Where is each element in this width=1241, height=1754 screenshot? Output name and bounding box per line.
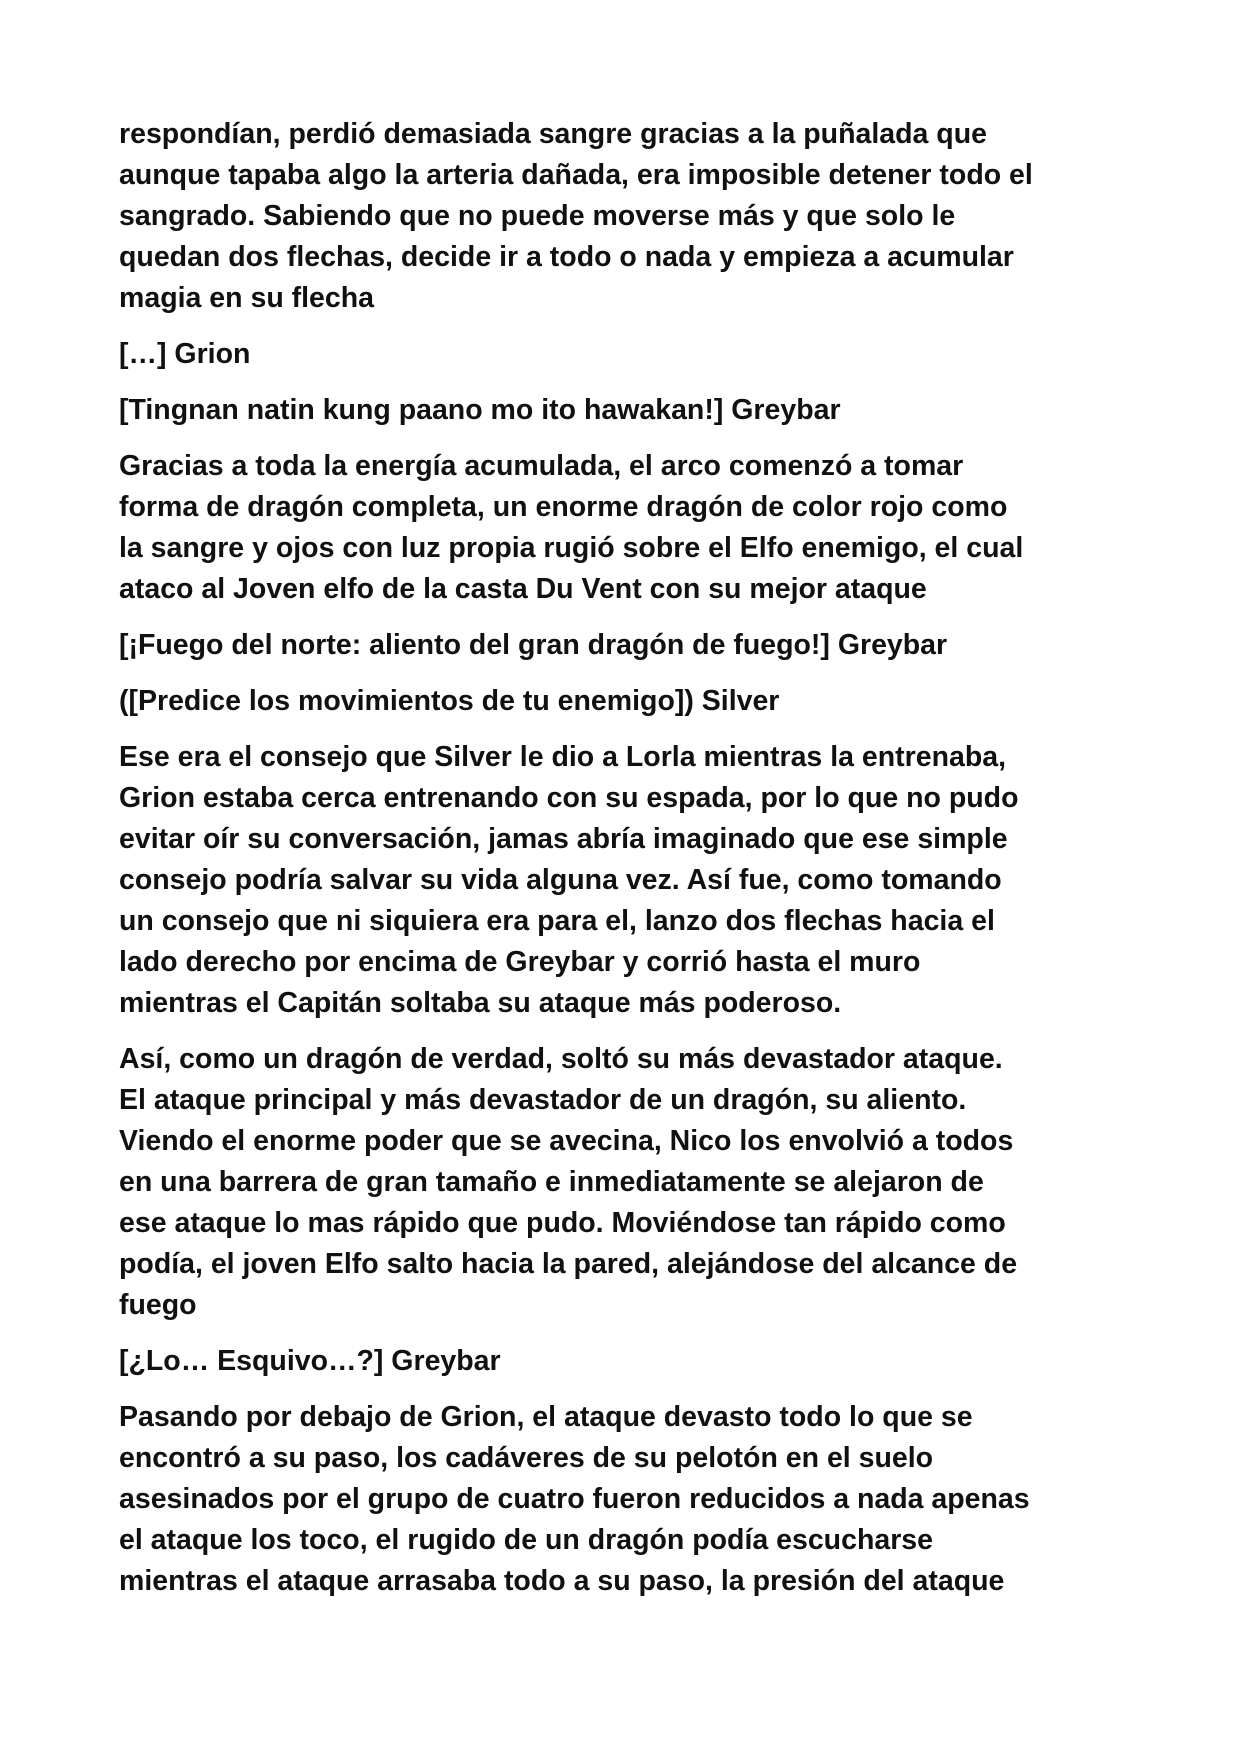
text-line: Grion estaba cerca entrenando con su espada, por lo que no pudo <box>119 782 1019 814</box>
text-line: forma de dragón completa, un enorme dragón de color rojo como <box>119 491 1008 523</box>
dialogue-line <box>119 681 1129 722</box>
text-line: podía, el joven Elfo salto hacia la pared, alejándose del alcance de <box>119 1248 1018 1280</box>
document-page <box>119 114 1129 1617</box>
text-line: aunque tapaba algo la arteria dañada, era imposible detener todo el <box>119 159 1033 191</box>
paragraph <box>119 1397 1129 1602</box>
paragraph <box>119 737 1129 1024</box>
text-line: en una barrera de gran tamaño e inmediatamente se alejaron de <box>119 1166 984 1198</box>
paragraph <box>119 114 1129 319</box>
text-line: sangrado. Sabiendo que no puede moverse más y que solo le <box>119 200 956 232</box>
paragraph <box>119 1039 1129 1326</box>
text-line: la sangre y ojos con luz propia rugió sobre el Elfo enemigo, el cual <box>119 532 1024 564</box>
dialogue-line <box>119 334 1129 375</box>
text-line: [Tingnan natin kung paano mo ito hawakan!] Greybar <box>119 394 841 426</box>
text-line: Viendo el enorme poder que se avecina, Nico los envolvió a todos <box>119 1125 1014 1157</box>
text-line: mientras el ataque arrasaba todo a su paso, la presión del ataque <box>119 1565 1005 1597</box>
text-line: respondían, perdió demasiada sangre gracias a la puñalada que <box>119 118 987 150</box>
text-line: asesinados por el grupo de cuatro fueron reducidos a nada apenas <box>119 1483 1030 1515</box>
text-line: ([Predice los movimientos de tu enemigo]) Silver <box>119 685 780 717</box>
dialogue-line <box>119 390 1129 431</box>
text-line: encontró a su paso, los cadáveres de su pelotón en el suelo <box>119 1442 934 1474</box>
text-line: Así, como un dragón de verdad, soltó su más devastador ataque. <box>119 1043 1003 1075</box>
text-line: […] Grion <box>119 338 251 370</box>
text-line: Gracias a toda la energía acumulada, el arco comenzó a tomar <box>119 450 964 482</box>
dialogue-line <box>119 1341 1129 1382</box>
text-line: un consejo que ni siquiera era para el, lanzo dos flechas hacia el <box>119 905 995 937</box>
text-line: El ataque principal y más devastador de un dragón, su aliento. <box>119 1084 967 1116</box>
text-line: ataco al Joven elfo de la casta Du Vent con su mejor ataque <box>119 573 927 605</box>
text-line: ese ataque lo mas rápido que pudo. Moviéndose tan rápido como <box>119 1207 1006 1239</box>
text-line: quedan dos flechas, decide ir a todo o nada y empieza a acumular <box>119 241 1014 273</box>
text-line: evitar oír su conversación, jamas abría imaginado que ese simple <box>119 823 1008 855</box>
text-line: Ese era el consejo que Silver le dio a Lorla mientras la entrenaba, <box>119 741 1007 773</box>
text-line: [¡Fuego del norte: aliento del gran dragón de fuego!] Greybar <box>119 629 948 661</box>
text-line: fuego <box>119 1289 197 1321</box>
text-line: magia en su flecha <box>119 282 375 314</box>
paragraph <box>119 446 1129 610</box>
text-line: lado derecho por encima de Greybar y corrió hasta el muro <box>119 946 921 978</box>
text-line: mientras el Capitán soltaba su ataque más poderoso. <box>119 987 842 1019</box>
dialogue-line <box>119 625 1129 666</box>
text-line: consejo podría salvar su vida alguna vez. Así fue, como tomando <box>119 864 1002 896</box>
text-line: el ataque los toco, el rugido de un dragón podía escucharse <box>119 1524 933 1556</box>
text-line: [¿Lo… Esquivo…?] Greybar <box>119 1345 501 1377</box>
text-line: Pasando por debajo de Grion, el ataque devasto todo lo que se <box>119 1401 973 1433</box>
